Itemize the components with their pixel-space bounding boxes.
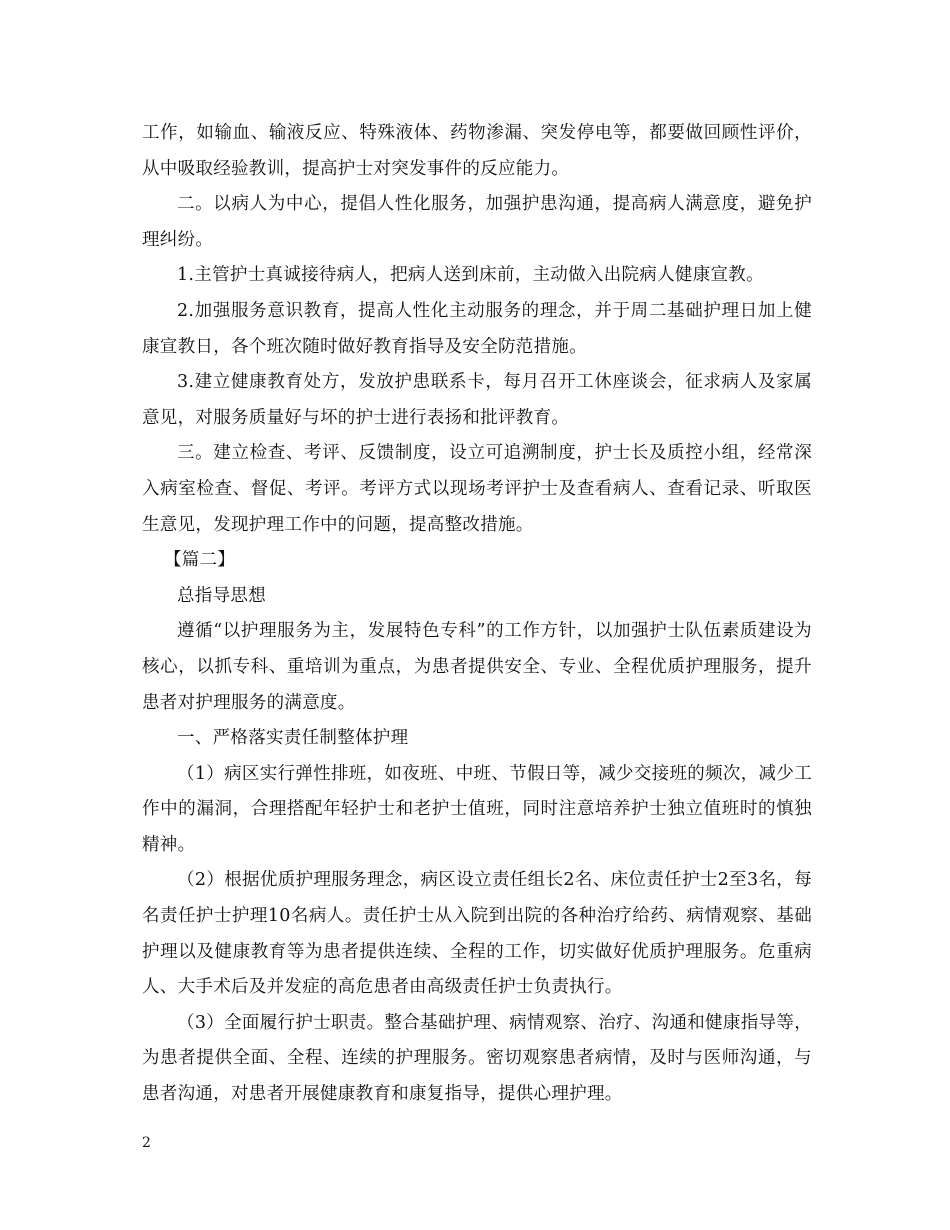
item-paragraph-1: （1）病区实行弹性排班，如夜班、中班、节假日等，减少交接班的频次，减少工作中的漏洞，合理搭配年轻护士和老护士值班，同时注意培养护士独立值班时的慎独精神。 bbox=[142, 763, 812, 855]
document-body bbox=[142, 116, 812, 1113]
guiding-title: 总指导思想 bbox=[177, 585, 266, 606]
item-paragraph-3: （3）全面履行护士职责。整合基础护理、病情观察、治疗、沟通和健康指导等，为患者提供全面、全程、连续的护理服务。密切观察患者病情，及时与医师沟通，与患者沟通，对患者开展健康教育和康复指导，提供心理护理。 bbox=[142, 1012, 812, 1105]
list-item-2: 2.加强服务意识教育，提高人性化主动服务的理念，并于周二基础护理日加上健康宣教日，各个班次随时做好教育指导及安全防范措施。 bbox=[142, 300, 812, 357]
list-item-1: 1.主管护士真诚接待病人，把病人送到床前，主动做入出院病人健康宣教。 bbox=[177, 265, 764, 286]
part-heading: 【篇二】 bbox=[164, 550, 236, 571]
list-item-3: 3.建立健康教育处方，发放护患联系卡，每月召开工休座谈会，征求病人及家属意见，对服务质量好与坏的护士进行表扬和批评教育。 bbox=[142, 372, 812, 428]
section-heading-2: 二。以病人为中心，提倡人性化服务，加强护患沟通，提高病人满意度，避免护理纠纷。 bbox=[142, 194, 812, 250]
section-heading-3: 三。建立检查、考评、反馈制度，设立可追溯制度，护士长及质控小组，经常深入病室检查、督促、考评。考评方式以现场考评护士及查看病人、查看记录、听取医生意见，发现护理工作中的问题，提高整改措施。 bbox=[142, 443, 812, 535]
paragraph-continuation: 工作，如输血、输液反应、特殊液体、药物渗漏、突发停电等，都要做回顾性评价，从中吸取经验教训，提高护士对突发事件的反应能力。 bbox=[142, 123, 812, 179]
page-number: 2 bbox=[142, 1135, 151, 1151]
guiding-paragraph: 遵循“以护理服务为主，发展特色专科”的工作方针，以加强护士队伍素质建设为核心，以抓专科、重培训为重点，为患者提供安全、专业、全程优质护理服务，提升患者对护理服务的满意度。 bbox=[142, 621, 812, 713]
section-heading-1: 一、严格落实责任制整体护理 bbox=[177, 728, 409, 749]
item-paragraph-2: （2）根据优质护理服务理念，病区设立责任组长2名、床位责任护士2至3名，每名责任护士护理10名病人。责任护士从入院到出院的各种治疗给药、病情观察、基础护理以及健康教育等为患者提供连续、全程的工作，切实做好优质护理服务。危重病人、大手术后及并发症的高危患者由高级责任护士负责执行。 bbox=[142, 870, 812, 998]
